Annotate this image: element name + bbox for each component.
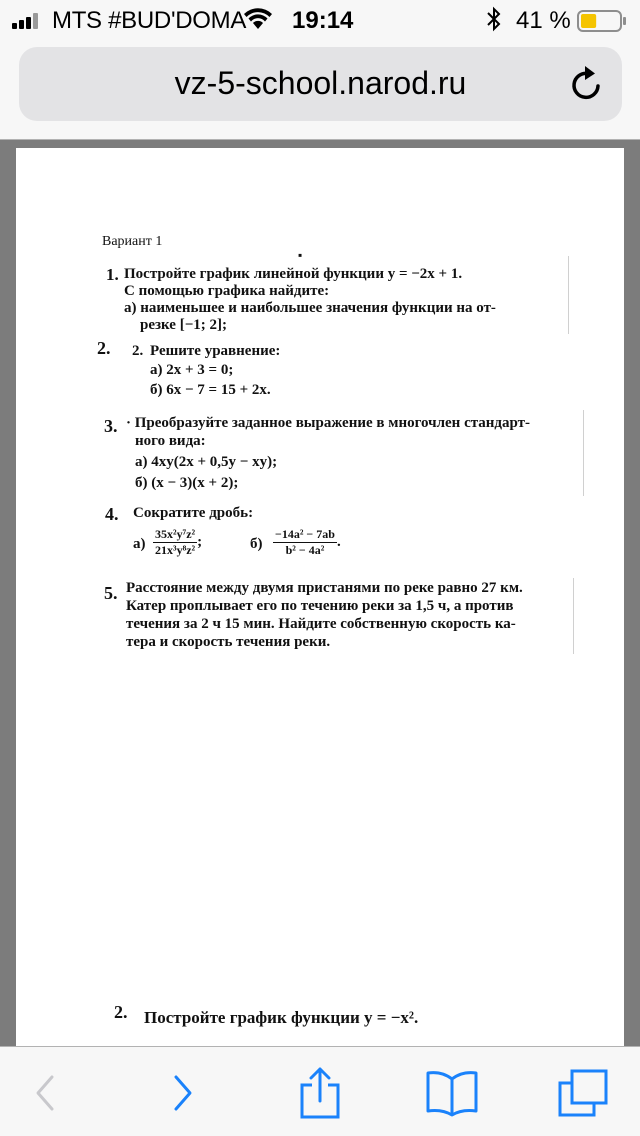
scan-edge-1 [568,256,569,334]
battery-icon [577,10,627,32]
next-page-text: Постройте график функции y = −x². [144,1008,419,1027]
task-3-line-4: б) (x − 3)(x + 2); [135,475,239,491]
next-page-number: 2. [114,1002,128,1022]
fraction-b-denominator: b² − 4a² [285,543,325,557]
address-bar[interactable] [19,47,622,121]
task-5-line-4: тера и скорость течения реки. [126,634,331,650]
task-5-number: 5. [104,583,118,603]
task-1-line-3: а) наименьшее и наибольшее значения функции на от- [124,300,496,316]
bookmarks-icon[interactable] [424,1067,480,1119]
task-1-line-2: С помощью графика найдите: [124,283,330,299]
fraction-b: $\frac{\text{−14a² − 7ab}}{\text{b² − 4a²}}$ . [275,527,341,557]
reload-icon[interactable] [568,65,604,103]
content-viewport[interactable] [0,140,640,1046]
clock: 19:14 [292,7,354,34]
task-1-line-1: Постройте график линейной функции y = −2x + 1. [124,266,463,282]
tabs-icon[interactable] [556,1067,612,1119]
task-3-line-3: а) 4xy(2x + 0,5y − xy); [135,454,278,470]
wifi-icon [244,8,272,30]
task-3-line-1: · Преобразуйте заданное выражение в многочлен стандарт- [126,415,531,431]
url-text[interactable]: vz-5-school.narod.ru [174,65,467,101]
task-4-number: 4. [105,504,119,524]
task-2-inner-number: 2. [132,343,144,359]
task-4-part-b-label: б) [250,536,263,552]
task-4-line-1: Сократите дробь: [133,505,254,521]
fraction-a-denominator: 21x³y⁸z² [155,543,196,557]
scan-edge-2 [583,410,584,496]
task-5-line-3: течения за 2 ч 15 мин. Найдите собственную скорость ка- [126,616,516,632]
variant-heading: Вариант 1 [102,234,163,249]
forward-icon[interactable] [156,1067,212,1119]
task-2-line-1: Решите уравнение: [150,343,281,359]
document-page [16,148,624,1046]
task-3-line-2: ного вида: [135,433,206,449]
task-1-line-4: резке [−1; 2]; [140,317,227,333]
task-3-number: 3. [104,416,118,436]
back-icon[interactable] [22,1067,78,1119]
task-4-part-a-label: а) [133,536,146,552]
scan-edge-3 [573,578,574,654]
fraction-b-numerator: −14a² − 7ab [275,527,335,541]
task-2-line-2: а) 2x + 3 = 0; [150,362,234,378]
task-2-number: 2. [97,338,111,358]
task-1-number: 1. [106,265,119,284]
task-5-line-1: Расстояние между двумя пристанями по реке равно 27 км. [126,580,523,596]
bluetooth-icon [486,6,502,32]
share-icon[interactable] [292,1067,348,1119]
carrier-name: MTS #BUD'DOMA [52,7,247,34]
document-scan [16,148,624,1046]
scan-mark: ▪ [298,248,303,262]
battery-percent: 41 % [516,7,571,34]
fraction-a-numerator: 35x²y⁷z² [155,527,196,541]
fraction-a: $\frac{\text{35x²y⁷z²}}{\text{21x³y⁸z²}}$ ; [155,527,203,557]
cell-signal-icon [12,13,44,29]
task-5-line-2: Катер проплывает его по течению реки за 1,5 ч, а против [126,598,514,614]
bottom-toolbar [0,1046,640,1136]
task-2-line-3: б) 6x − 7 = 15 + 2x. [150,382,271,398]
status-bar [0,0,640,40]
